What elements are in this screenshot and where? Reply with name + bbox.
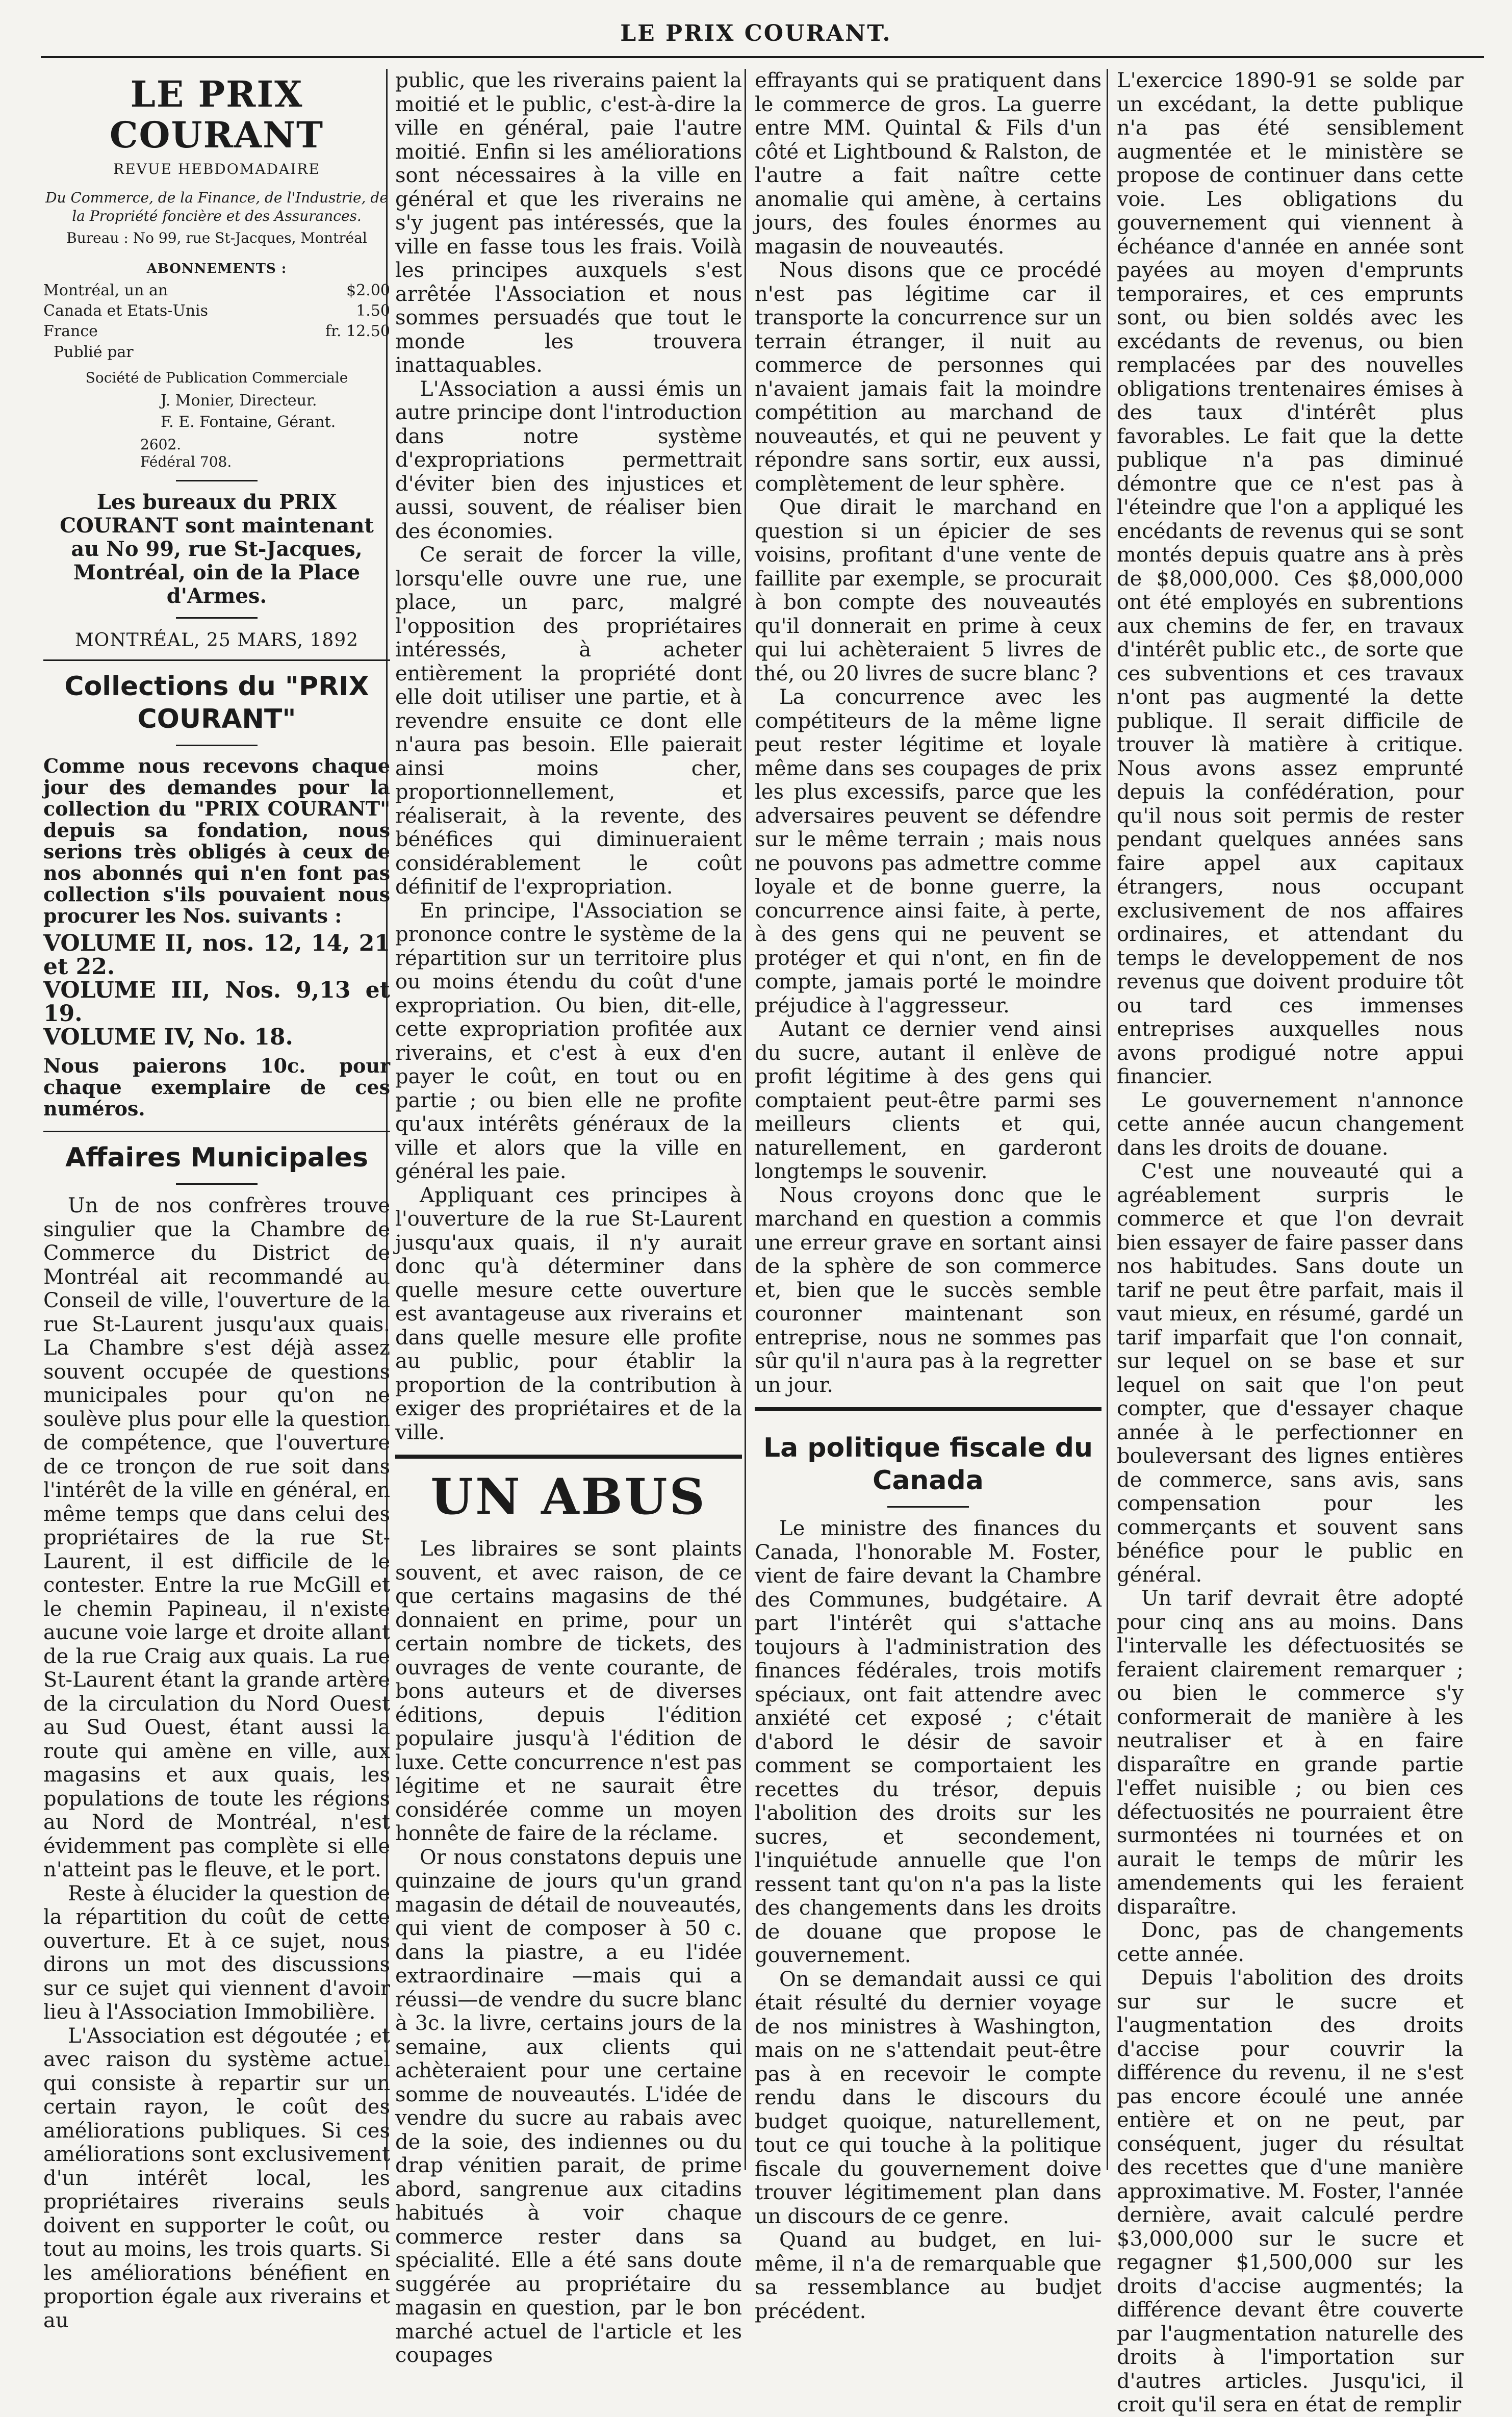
column-1 <box>43 69 390 2332</box>
subscription-row <box>43 281 390 301</box>
affaires-paragraph: L'Association a aussi émis un autre principe dont l'introduction dans notre système d'expropriations permettrait d'éviter bien des injustices et aussi, souvent, de réaliser bien des économies. <box>395 377 742 543</box>
masthead-description: Du Commerce, de la Finance, de l'Industrie, de la Propriété foncière et des Assurances. <box>45 189 388 224</box>
abus-paragraph: Que dirait le marchand en question si un épicier de ses voisins, profitant d'une vente de faillite par exemple, se procurait à bon compte des nouveautés qu'il donnerait en prime à ceux qui lui achèteraient 5 livres de thé, ou 20 livres de sucre blanc ? <box>755 496 1101 685</box>
column-2 <box>395 69 742 2367</box>
subscription-label: France <box>43 322 98 340</box>
subscription-price: $2.00 <box>346 282 390 299</box>
short-rule <box>887 1506 969 1508</box>
politique-paragraph: Le ministre des finances du Canada, l'honorable M. Foster, vient de faire devant la Chambre des Communes, budgétaire. A part l'intérêt qui s'attache toujours à l'administration des finances fédérales, trois motifs spéciaux, ont fait attendre avec anxiété cet exposé ; c'était d'abord le désir de savoir comment se comportaient les recettes du trésor, depuis l'abolition des droits sur les sucres, et secondement, l'inquiétude annuelle que l'on ressent tant qu'on n'a pas la liste des changements dans les droits de douane que propose le gouvernement. <box>755 1517 1101 1967</box>
subscription-label: Canada et Etats-Unis <box>43 302 209 320</box>
affaires-paragraph: Appliquant ces principes à l'ouverture de la rue St-Laurent jusqu'aux quais, il n'y aurait donc qu'à déterminer dans quelle mesure cette ouverture est avantageuse aux riverains et dans quelle mesure elle profite au public, pour établir la proportion de la contribution à exiger des propriétaires et de la ville. <box>395 1183 742 1444</box>
abus-paragraph: La concurrence avec les compétiteurs de la même ligne peut rester légitime et loyale même dans ses coupages de prix les plus excessifs, parce que les adversaires peuvent se défendre sur le même terrain ; mais nous ne pouvons pas admettre comme loyale et de bonne guerre, la concurrence ainsi faite, à perte, à des gens qui ne peuvent se protéger et qui n'ont, en fin de compte, jamais porté le moindre préjudice à l'aggresseur. <box>755 685 1101 1017</box>
section-rule <box>755 1407 1101 1411</box>
abus-paragraph: Or nous constatons depuis une quinzaine de jours qu'un grand magasin de détail de nouveautés, qui vient de composer à 50 c. dans la piastre, a eu l'idée extraordinaire —mais qui a réussi—de vendre du sucre blanc à 3c. la livre, certains jours de la semaine, aux clients qui achèteraient pour une certaine somme de nouveautés. L'idée de vendre du sucre au rabais avec de la soie, des indiennes ou du drap vénitien parait, de prime abord, sangrenue aux citadins habitués à voir chaque commerce rester dans sa spécialité. Elle a été sans doute suggérée au propriétaire du magasin en question, par le bon marché actuel de l'article et les coupages <box>395 1845 742 2367</box>
politique-paragraph: C'est une nouveauté qui a agréablement surpris le commerce et que l'on devrait bien essayer de faire passer dans nos habitudes. Sans doute un tarif ne peut être parfait, mais il vaut mieux, en résumé, gardé un tarif imparfait que l'on connait, sur lequel on se base et sur lequel on sait que l'on peut compter, que d'essayer chaque année à le perfectionner en bouleversant des lignes entières de commerce, sans avis, sans compensation pour les commerçants et souvent sans bénéfice pour le public en général. <box>1117 1160 1464 1587</box>
top-rule <box>41 56 1484 58</box>
politique-heading: La politique fiscale du Canada <box>763 1433 1093 1496</box>
politique-paragraph: Le gouvernement n'annonce cette année aucun changement dans les droits de douane. <box>1117 1088 1464 1160</box>
bureau-notice: Les bureaux du PRIX COURANT sont maintenant au No 99, rue St-Jacques, Montréal, oin de la Place d'Armes. <box>60 490 374 608</box>
subscription-list <box>43 281 390 342</box>
masthead-bureau: Bureau : No 99, rue St-Jacques, Montréal <box>66 229 367 246</box>
subscription-price: fr. 12.50 <box>325 322 390 340</box>
rule <box>43 659 390 661</box>
abus-paragraph: effrayants qui se pratiquent dans le commerce de gros. La guerre entre MM. Quintal & Fils d'un côté et Lightbound & Ralston, de l'autre a fait naître cette anomalie qui amène, à certains jours, des foules énormes au magasin de nouveautés. <box>755 69 1101 259</box>
collections-heading: Collections du "PRIX COURANT" <box>64 671 369 734</box>
affaires-paragraph: En principe, l'Association se prononce contre le système de la répartition sur un territoire plus ou moins étendu du coût d'une expropriation. Ou bien, dit-elle, cette expropriation profitée aux riverains, et c'est à eux d'en payer le coût, en tout ou en partie ; ou bien elle ne profite qu'aux intérêts généraux de la ville et alors que la ville en général les paie. <box>395 899 742 1183</box>
subscription-label: Montréal, un an <box>43 282 168 299</box>
subscription-price: 1.50 <box>356 302 390 320</box>
column-rule <box>1107 69 1108 2170</box>
short-rule <box>176 745 258 746</box>
politique-paragraph: Donc, pas de changements cette année. <box>1117 1919 1464 1966</box>
publisher-director: J. Monier, Directeur. <box>161 391 317 410</box>
abonnements-label: ABONNEMENTS : <box>146 261 287 276</box>
section-rule <box>395 1455 742 1459</box>
affaires-paragraph: Ce serait de forcer la ville, lorsqu'elle ouvre une rue, une place, un parc, malgré l'opposition des propriétaires intéressés, à acheter entièrement la propriété dont elle doit utiliser une partie, et à revendre ensuite ce dont elle n'aura pas besoin. Elle paierait ainsi moins cher, proportionnellement, et réaliserait, à la revente, des bénéfices qui diminueraient considérablement le coût définitif de l'expropriation. <box>395 543 742 899</box>
masthead-subtitle: REVUE HEBDOMADAIRE <box>113 161 320 177</box>
politique-paragraph: Quand au budget, en lui-même, il n'a de remarquable que sa ressemblance au budjet précédent. <box>755 2228 1101 2323</box>
publisher-manager: F. E. Fontaine, Gérant. <box>161 413 336 431</box>
short-rule <box>176 480 258 481</box>
telephone-1: 2602. <box>140 436 182 453</box>
affaires-paragraph: L'Association est dégoutée ; et avec raison du système actuel qui consiste à repartir sur un certain rayon, le coût des améliorations publiques. Si ces améliorations sont exclusivement d'un intérêt local, les propriétaires riverains seuls doivent en supporter le coût, ou tout au moins, les trois quarts. Si les améliorations bénéfient en proportion égale aux riverains et au <box>43 2024 390 2332</box>
politique-paragraph: Depuis l'abolition des droits sur sur le sucre et l'augmentation des droits d'accise pour couvrir la différence du revenu, il ne s'est pas encore écoulé une année entière et on ne peut, par conséquent, juger du résultat des recettes que d'une manière approximative. M. Foster, l'année dernière, avait calculé perdre $3,000,000 sur le sucre et regagner $1,500,000 sur les droits d'accise augmentés; la différence devant être couverte par l'augmentation naturelle des droits à l'importation sur d'autres articles. Jusqu'ici, il croit qu'il sera en état de remplir <box>1117 1966 1464 2416</box>
telephone-2: Fédéral 708. <box>140 453 232 470</box>
column-4 <box>1117 69 1464 2416</box>
column-3 <box>755 69 1101 2323</box>
politique-paragraph: L'exercice 1890-91 se solde par un excédant, la dette publique n'a pas été sensiblement augmentée et le ministère se propose de continuer dans cette voie. Les obligations du gouvernement qui viennent à échéance d'année en année sont payées au moyen d'emprunts temporaires, et ces emprunts sont, ou bien soldés avec les excédants de revenus, ou bien remplacées par des nouvelles obligations trentenaires émises à des taux d'intérêt plus favorables. Le fait que la dette publique n'a pas diminué démontre que ce n'est pas à l'éteindre que l'on a appliqué les encédants de revenus qui se sont montés depuis quatre ans à près de $8,000,000. Ces $8,000,000 ont été employés en subrentions aux chemins de fer, en travaux d'intérêt public etc., de sorte que ces subventions et ces travaux n'ont pas augmenté la dette publique. Il serait difficile de trouver là matière à critique. Nous avons assez emprunté depuis la confédération, pour qu'il nous soit permis de rester pendant quelques années sans faire appel aux capitaux étrangers, nous occupant exclusivement de nos affaires ordinaires, et attendant du temps le developpement de nos revenus que doivent produire tôt ou tard ces immenses entreprises auxquelles nous avons prodigué notre appui financier. <box>1117 69 1464 1088</box>
affaires-heading: Affaires Municipales <box>65 1142 368 1173</box>
short-rule <box>176 1183 258 1185</box>
publie-par: Publié par <box>54 343 134 361</box>
affaires-paragraph: Un de nos confrères trouve singulier que la Chambre de Commerce du District de Montréal ait recommandé au Conseil de ville, l'ouverture de la rue St-Laurent jusqu'aux quais. La Chambre s'est déjà assez souvent occupée de questions municipales pour qu'on ne soulève plus pour elle la question de compétence, que l'ouverture de ce tronçon de rue soit dans l'intérêt de la ville en général, en même temps que dans celui des propriétaires de la rue St-Laurent, il est difficile de le contester. Entre la rue McGill et le chemin Papineau, il n'existe aucune voie large et droite allant de la rue Craig aux quais. La rue St-Laurent étant la grande artère de la circulation du Nord Ouest au Sud Ouest, étant aussi la route qui amène en ville, aux magasins et aux quais, les populations de toute les régions au Nord de Montréal, n'est évidemment pas complète si elle n'atteint pas le fleuve, et le port. <box>43 1194 390 1881</box>
short-rule <box>176 617 258 619</box>
publisher-society: Société de Publication Commerciale <box>85 369 348 386</box>
abus-paragraph: Nous disons que ce procédé n'est pas légitime car il transporte la concurrence sur un terrain étranger, il nuit au commerce de personnes qui n'avaient jamais fait la moindre compétition au marchand de nouveautés, et qui ne peuvent y répondre sans sortir, eux aussi, complètement de leur sphère. <box>755 259 1101 496</box>
politique-paragraph: Un tarif devrait être adopté pour cinq ans au moins. Dans l'intervalle les défectuosités se feraient clairement remarquer ; ou bien le commerce s'y conformerait de manière à les neutraliser et à en faire disparaître en grande partie l'effet nuisible ; ou bien ces défectuosités ne pourraient être surmontées ni tournées et on aurait le temps de mûrir les amendements qui les feraient disparaître. <box>1117 1587 1464 1919</box>
dateline: MONTRÉAL, 25 MARS, 1892 <box>74 629 359 651</box>
masthead-title: LE PRIX COURANT <box>109 73 324 156</box>
volume-3-list: VOLUME III, Nos. 9,13 et 19. <box>43 977 390 1027</box>
rule <box>43 1131 390 1132</box>
volume-2-list: VOLUME II, nos. 12, 14, 21 et 22. <box>43 930 390 980</box>
abus-paragraph: Nous croyons donc que le marchand en question a commis une erreur grave en sortant ainsi de la sphère de son commerce et, bien que le succès semble couronner maintenant son entreprise, nous ne sommes pas sûr qu'il n'aura pas à la regretter un jour. <box>755 1183 1101 1397</box>
subscription-row <box>43 301 390 321</box>
affaires-paragraph: Reste à élucider la question de la répartition du coût de cette ouverture. Et à ce sujet, nous dirons un mot des discussions sur ce sujet qui viennent d'avoir lieu à l'Association Immobilière. <box>43 1881 390 2024</box>
volume-4-list: VOLUME IV, No. 18. <box>43 1024 293 1050</box>
abus-paragraph: Les libraires se sont plaints souvent, et avec raison, de ce que certains magasins de thé donnaient en prime, pour un certain nombre de tickets, des ouvrages de vente courante, de bons auteurs et de diverses éditions, depuis l'édition populaire jusqu'à l'édition de luxe. Cette concurrence n'est pas légitime et ne saurait être considérée comme un moyen honnête de faire de la réclame. <box>395 1537 742 1845</box>
running-head: LE PRIX COURANT. <box>620 20 892 46</box>
column-rule <box>745 69 746 2170</box>
abus-paragraph: Autant ce dernier vend ainsi du sucre, autant il enlève de profit légitime à des gens qui comptaient peut-être parmi ses meilleurs clients et qui, naturellement, en garderont longtemps le souvenir. <box>755 1017 1101 1183</box>
subscription-row <box>43 321 390 342</box>
collections-text: Comme nous recevons chaque jour des demandes pour la collection du "PRIX COURANT" depuis sa fondation, nous serions très obligés à ceux de nos abonnés qui n'en font pas collection s'ils pouvaient nous procurer les Nos. suivants : <box>43 754 390 927</box>
abus-heading: UN ABUS <box>430 1468 707 1525</box>
politique-paragraph: On se demandait aussi ce qui était résulté du dernier voyage de nos ministres à Washington, mais on ne s'attendait peut-être pas à en recevoir le compte rendu dans le discours du budget quoique, naturellement, tout ce qui touche à la politique fiscale du gouvernement doive trouver légitimement plan dans un discours de ce genre. <box>755 1967 1101 2228</box>
affaires-paragraph: public, que les riverains paient la moitié et le public, c'est-à-dire la ville en général, paie l'autre moitié. Enfin si les améliorations sont nécessaires à la ville en général et que les riverains ne s'y jugent pas intéressés, que la ville en fasse tous les frais. Voilà les principes auxquels s'est arrêtée l'Association et nous sommes persuadés que tout le monde les trouvera inattaquables. <box>395 69 742 377</box>
payment-offer: Nous paierons 10c. pour chaque exemplaire de ces numéros. <box>43 1054 390 1120</box>
